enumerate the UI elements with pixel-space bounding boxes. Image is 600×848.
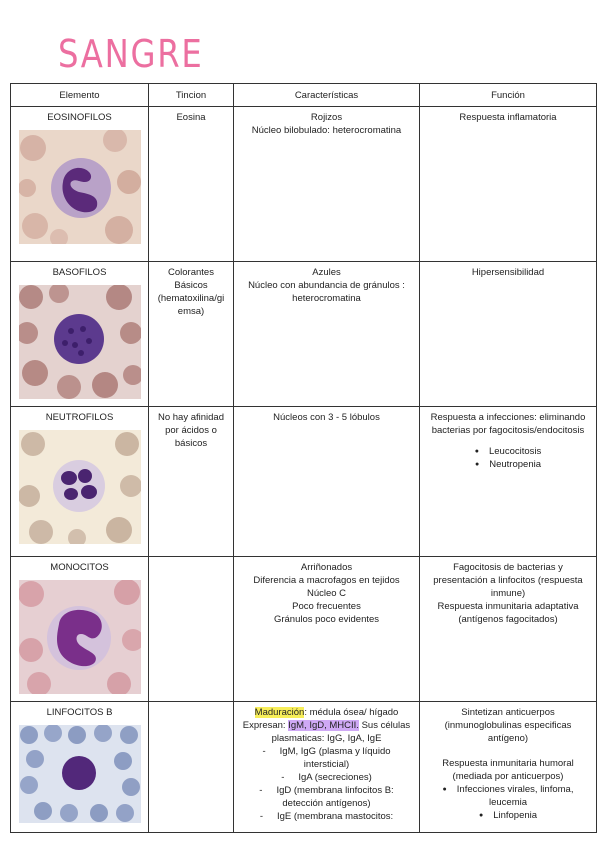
basophil-micrograph-icon	[19, 285, 141, 399]
cell-caracteristicas: Rojizos Núcleo bilobulado: heterocromatina	[234, 107, 420, 262]
table-header-row	[11, 84, 597, 107]
header-tincion: Tincion	[149, 84, 234, 107]
page-title: SANGRE	[58, 32, 204, 76]
cell-tincion	[149, 702, 234, 833]
table-row	[11, 107, 597, 262]
list-item: - IgD (membrana linfocitos B:	[239, 784, 414, 797]
lymphocyte-micrograph-icon	[19, 725, 141, 823]
list-item: ● Linfopenia	[425, 809, 591, 822]
blood-cells-table	[10, 83, 597, 833]
cell-element	[11, 702, 149, 833]
neutrophil-micrograph-icon	[19, 430, 141, 544]
cell-element	[11, 557, 149, 702]
cell-element	[11, 107, 149, 262]
element-name: NEUTROFILOS	[45, 412, 114, 423]
list-item: - IgM, IgG (plasma y líquido	[239, 745, 414, 758]
function-bullet-list	[425, 445, 591, 471]
element-name: EOSINOFILOS	[47, 112, 112, 123]
list-item: - IgE (membrana mastocitos:	[239, 810, 414, 823]
eosinophil-micrograph-icon	[19, 130, 141, 244]
cell-funcion: Hipersensibilidad	[420, 262, 597, 407]
cell-caracteristicas: Maduración: médula ósea/ hígado Expresan: IgM, IgD, MHCII. Sus células plasmaticas: IgG, IgA, IgE - IgM, IgG (plasma y líquido intersticial) - IgA (secreciones) - IgD (membrana linfocitos B: detección antígenos) - IgE (membrana mastocitos:	[234, 702, 420, 833]
header-elemento: Elemento	[11, 84, 149, 107]
element-name: MONOCITOS	[50, 562, 109, 573]
table-row	[11, 557, 597, 702]
cell-funcion: Fagocitosis de bacterias y presentación a linfocitos (respuesta inmune) Respuesta inmunitaria adaptativa (antígenos fagocitados)	[420, 557, 597, 702]
cell-caracteristicas: Núcleos con 3 - 5 lóbulos	[234, 407, 420, 557]
cell-tincion: No hay afinidad por ácidos o básicos	[149, 407, 234, 557]
table-row	[11, 407, 597, 557]
monocyte-micrograph-icon	[19, 580, 141, 694]
cell-tincion: Eosina	[149, 107, 234, 262]
list-item: ● Neutropenia	[425, 458, 591, 471]
table-row	[11, 702, 597, 833]
list-item: ● Leucocitosis	[425, 445, 591, 458]
cell-tincion	[149, 557, 234, 702]
element-name: LINFOCITOS B	[46, 707, 113, 718]
cell-funcion: Respuesta a infecciones: eliminando bacterias por fagocitosis/endocitosis ● Leucocitosis ● Neutropenia	[420, 407, 597, 557]
header-funcion: Función	[420, 84, 597, 107]
highlight-maduracion: Maduración	[254, 707, 305, 718]
cell-caracteristicas: Arriñonados Diferencia a macrofagos en tejidos Núcleo C Poco frecuentes Gránulos poco evidentes	[234, 557, 420, 702]
cell-element	[11, 262, 149, 407]
cell-caracteristicas: Azules Núcleo con abundancia de gránulos : heterocromatina	[234, 262, 420, 407]
cell-tincion: Colorantes Básicos (hematoxilina/gi emsa)	[149, 262, 234, 407]
cell-funcion: Sintetizan anticuerpos (inmunoglobulinas especificas antígeno) Respuesta inmunitaria humoral (mediada por anticuerpos) ● Infecciones virales, linfoma, leucemia ● Linfopenia	[420, 702, 597, 833]
table-row	[11, 262, 597, 407]
cell-funcion: Respuesta inflamatoria	[420, 107, 597, 262]
list-item: - IgA (secreciones)	[239, 771, 414, 784]
element-name: BASOFILOS	[52, 267, 107, 278]
header-caracteristicas: Características	[234, 84, 420, 107]
cell-element	[11, 407, 149, 557]
list-item: ● Infecciones virales, linfoma,	[425, 783, 591, 796]
function-bullet-list: ● Infecciones virales, linfoma, leucemia ● Linfopenia	[425, 783, 591, 822]
highlight-expresan: IgM, IgD, MHCII.	[288, 720, 359, 731]
